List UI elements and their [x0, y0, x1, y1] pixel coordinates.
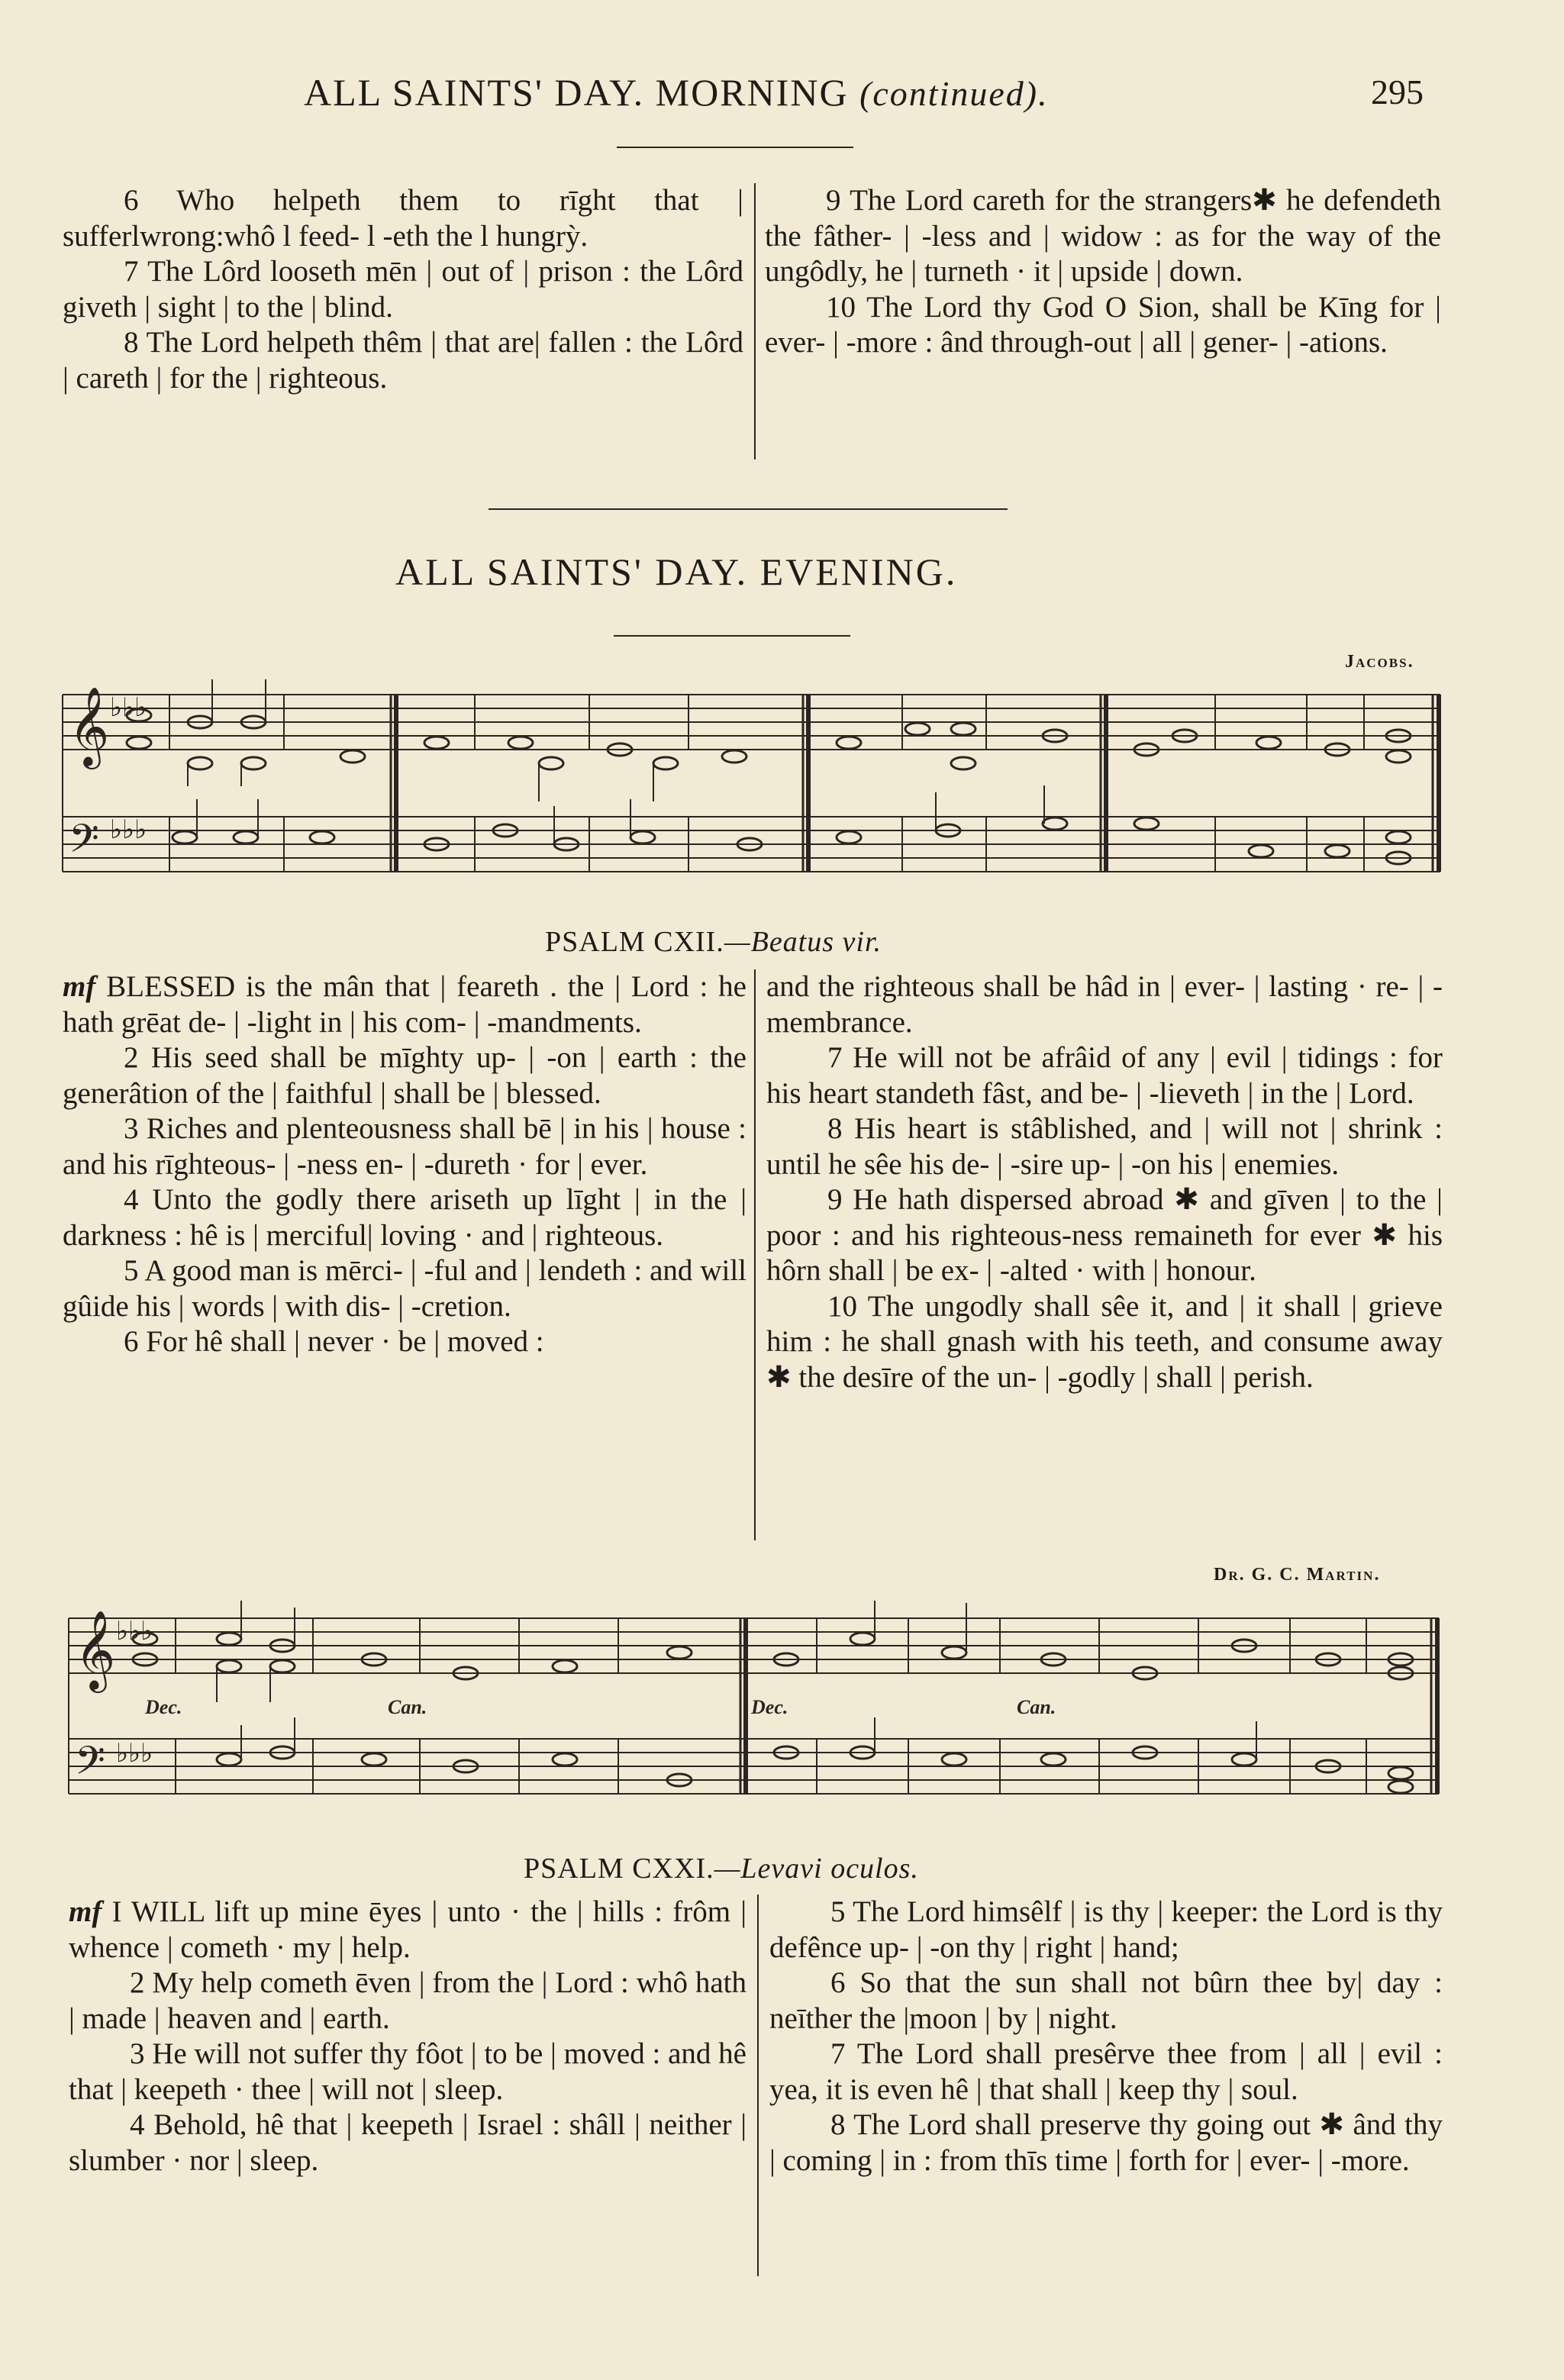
psalm-title: PSALM CXII.—Beatus vir. — [545, 926, 882, 958]
chant-score-1 — [63, 679, 1444, 931]
verse: 8 His heart is stâblished, and | will not | shrink : until he sêe his de- | -sire up- | -on his | enemies. — [766, 1112, 1443, 1181]
flat-icon: ♭♭♭ — [110, 816, 147, 844]
verse: 5 The Lord himsêlf | is thy | keeper: the Lord is thy defênce up- | -on thy | right | hand; — [769, 1895, 1443, 1964]
bass-clef-icon: 𝄢 — [75, 1737, 105, 1793]
column-divider — [754, 183, 756, 460]
chant-score-2 — [69, 1595, 1443, 1824]
section-rule — [489, 508, 1008, 510]
verse: 3 Riches and plenteousness shall bē | in his | house : and his rīghteous- | -ness en- | -dureth · for | ever. — [63, 1112, 747, 1181]
psalm-title: PSALM CXXI.—Levavi oculos. — [524, 1853, 919, 1885]
psalm-121-left-column — [69, 1895, 747, 2178]
section-rule — [614, 635, 850, 637]
verse: 7 The Lôrd looseth mēn | out of | prison : the Lôrd giveth | sight | to the | blind. — [63, 255, 743, 324]
chant-notes — [127, 709, 1411, 864]
bass-clef-icon: 𝄢 — [69, 815, 99, 871]
bass-staff — [63, 817, 1440, 872]
treble-staff — [69, 1618, 1439, 1673]
verse: 7 He will not be afrâid of any | evil | tidings : for his heart standeth fâst, and be- | -lieveth | in the | Lord. — [766, 1041, 1443, 1110]
section-title: ALL SAINTS' DAY. EVENING. — [395, 550, 958, 593]
flat-icon: ♭♭♭ — [116, 1740, 153, 1768]
chant-label: Dec. — [145, 1696, 182, 1718]
verse: 2 His seed shall be mīghty up- | -on | earth : the generâtion of the | faithful | shall be | blessed. — [63, 1041, 747, 1110]
verse: 8 The Lord helpeth thêm | that are| fallen : the Lôrd | careth | for the | righteous. — [63, 326, 743, 395]
dynamic-marking: mf — [63, 970, 96, 1003]
verse: I WILL lift up mine ēyes | unto · the | hills : frôm | whence | cometh · my | help. — [69, 1895, 747, 1964]
verse: 6 For hê shall | never · be | moved : — [124, 1325, 544, 1358]
chant-label: Can. — [388, 1696, 427, 1718]
treble-staff — [63, 695, 1440, 750]
verse: 9 He hath dispersed abroad ✱ and gīven | to the | poor : and his righteous-ness remaineth for ever ✱ his hôrn shall | be ex- | -alted · with | honour. — [766, 1183, 1443, 1287]
flat-icon: ♭♭♭ — [116, 1617, 153, 1646]
verse: 6 Who helpeth them to rīght that | sufferlwrong:whô l feed- l -eth the l hungrỳ. — [63, 184, 743, 253]
treble-clef-icon: 𝄞 — [75, 1610, 116, 1690]
morning-right-column — [765, 183, 1441, 361]
verse: 10 The ungodly shall sêe it, and | it shall | grieve him : he shall gnash with his teeth, and consume away ✱ the desīre of the un- | -godly | shall | perish. — [766, 1289, 1443, 1394]
verse: 6 So that the sun shall not bûrn thee by| day : neīther the |moon | by | night. — [769, 1966, 1443, 2035]
verse: 9 The Lord careth for the strangers✱ he defendeth the fâther- | -less and | widow : as for the way of the ungôdly, he | turneth · it | upside | down. — [765, 184, 1441, 288]
verse: BLESSED is the mân that | feareth . the | Lord : he hath grēat de- | -light in | his com- | -mandments. — [63, 970, 747, 1039]
flat-icon: ♭♭♭ — [110, 694, 147, 722]
verse: 8 The Lord shall preserve thy going out ✱ ând thy | coming | in : from thīs time | forth for | ever- | -more. — [769, 2108, 1443, 2177]
verse: 4 Behold, hê that | keepeth | Israel : shâll | neither | slumber · nor | sleep. — [69, 2108, 747, 2177]
running-header: ALL SAINTS' DAY. MORNING (continued). — [304, 71, 1049, 114]
verse: and the righteous shall be hâd in | ever- | lasting · re- | -membrance. — [766, 970, 1443, 1039]
verse: 7 The Lord shall presêrve thee from | all | evil : yea, it is even hê | that shall | keep thy | soul. — [769, 2037, 1443, 2106]
verse: 2 My help cometh ēven | from the | Lord : whô hath | made | heaven and | earth. — [69, 1966, 747, 2035]
verse: 3 He will not suffer thy fôot | to be | moved : and hê that | keepeth · thee | will not | sleep. — [69, 2037, 747, 2106]
column-divider — [754, 969, 756, 1540]
psalm-112-right-column — [766, 969, 1443, 1395]
psalm-121-right-column — [769, 1895, 1443, 2178]
composer: Dr. G. C. Martin. — [1214, 1565, 1381, 1585]
treble-clef-icon: 𝄞 — [69, 686, 110, 766]
verse: 4 Unto the godly there ariseth up līght | in the | darkness : hê is | merciful| loving · and | righteous. — [63, 1183, 747, 1252]
chant-label: Dec. — [751, 1696, 788, 1718]
chant-label: Can. — [1017, 1696, 1056, 1718]
verse: 5 A good man is mērci- | -ful and | lendeth : and will gûide his | words | with dis- | -cretion. — [63, 1254, 747, 1323]
dynamic-marking: mf — [69, 1895, 102, 1928]
column-divider — [757, 1895, 759, 2276]
header-rule — [617, 147, 853, 148]
composer: Jacobs. — [1345, 652, 1414, 672]
psalm-112-left-column — [63, 969, 747, 1360]
verse: 10 The Lord thy God O Sion, shall be Kīng for | ever- | -more : ând through-out | all | gener- | -ations. — [765, 290, 1441, 359]
page-number: 295 — [1371, 73, 1424, 111]
morning-left-column — [63, 183, 743, 396]
